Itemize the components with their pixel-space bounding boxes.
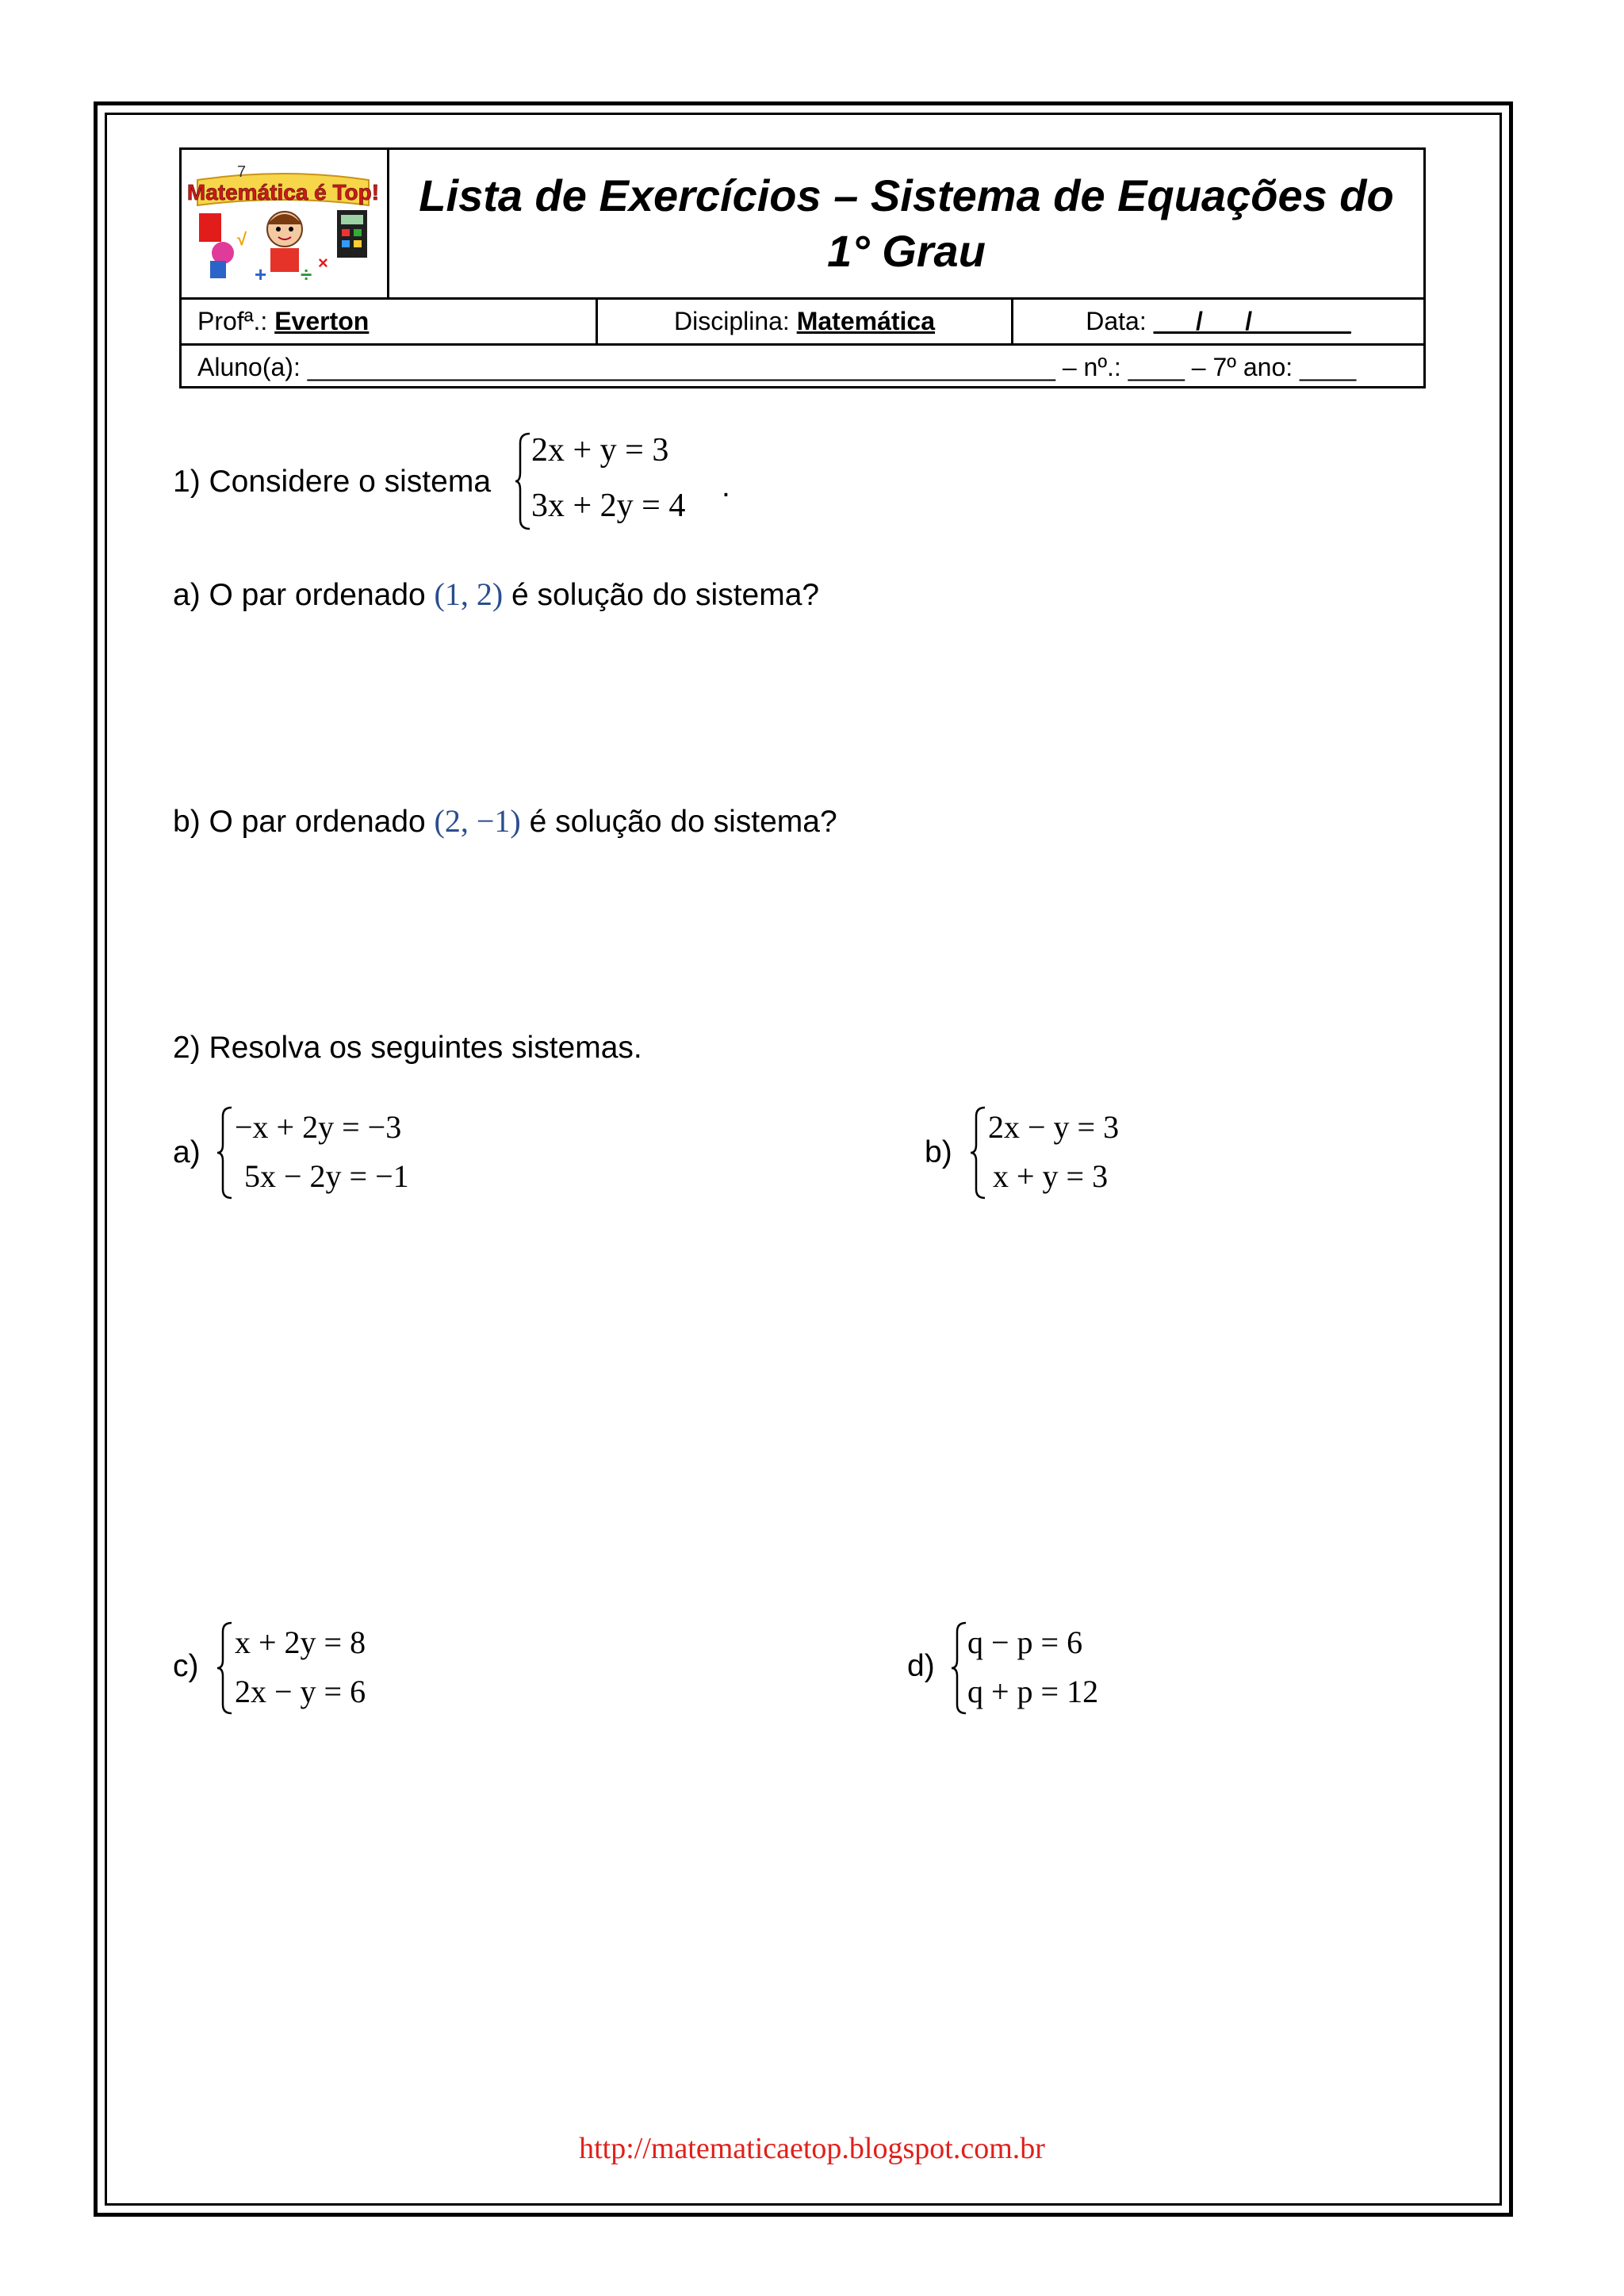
header-table (179, 147, 1426, 388)
q2c-brace (216, 1621, 235, 1716)
q2b-label: b) (925, 1135, 952, 1169)
date-cell (1013, 300, 1423, 343)
q2a-equation-2: 5x − 2y = −1 (244, 1158, 409, 1194)
svg-text:Matemática é Top!: Matemática é Top! (186, 180, 380, 205)
q1a-prefix: a) O par ordenado (173, 578, 426, 612)
q2d-equation-2: q + p = 12 (967, 1674, 1099, 1709)
q2c-equation-2: 2x − y = 6 (235, 1674, 366, 1709)
teacher-cell (182, 300, 598, 343)
q2a-brace (216, 1105, 235, 1200)
header-row-student (182, 343, 1423, 388)
q1b-prefix: b) O par ordenado (173, 805, 426, 839)
subject-cell (598, 300, 1013, 343)
footer-url[interactable]: http://matematicaetop.blogspot.com.br (579, 2132, 1045, 2165)
q1b-pair: (2, −1) (434, 803, 521, 839)
q2a-label: a) (173, 1135, 201, 1169)
date-label: Data: (1086, 307, 1147, 335)
q2d-label: d) (907, 1649, 935, 1683)
teacher-label: Profª.: (197, 307, 268, 335)
q1b-suffix: é solução do sistema? (529, 805, 837, 839)
q2d-brace (950, 1621, 969, 1716)
q2d-equation-1: q − p = 6 (967, 1624, 1083, 1660)
svg-text:√: √ (237, 229, 247, 249)
q2b-brace (969, 1105, 988, 1200)
q2c-equation-1: x + 2y = 8 (235, 1624, 366, 1660)
q2b-equation-2: x + y = 3 (993, 1158, 1109, 1194)
worksheet-title: Lista de Exercícios – Sistema de Equações do 1° Grau (419, 170, 1394, 276)
q2b-equation-1: 2x − y = 3 (988, 1109, 1120, 1145)
subject-value: Matemática (796, 307, 935, 335)
date-blank: ___/___/_______ (1153, 307, 1351, 335)
q1-period: . (722, 469, 730, 503)
header-row-info (182, 297, 1423, 343)
subject-label: Disciplina: (673, 307, 790, 335)
q1-equation-1: 2x + y = 3 (531, 432, 669, 469)
q2-intro: 2) Resolva os seguintes sistemas. (173, 1031, 642, 1065)
q1b-line (173, 802, 837, 840)
q1a-pair: (1, 2) (434, 576, 504, 612)
q1-brace (514, 431, 533, 531)
q1-intro: 1) Considere o sistema (173, 465, 492, 499)
svg-text:÷: ÷ (301, 262, 312, 286)
teacher-name: Everton (274, 307, 370, 335)
q1-equation-2: 3x + 2y = 4 (531, 488, 686, 524)
q2c-label: c) (173, 1649, 199, 1683)
title-cell (389, 150, 1423, 297)
q1a-line (173, 576, 819, 613)
svg-text:7: 7 (237, 163, 247, 181)
svg-text:+: + (255, 262, 267, 286)
svg-text:×: × (318, 253, 328, 273)
q1a-suffix: é solução do sistema? (511, 578, 820, 612)
logo-cell (182, 150, 389, 297)
logo-image (182, 150, 385, 293)
q2a-equation-1: −x + 2y = −3 (235, 1109, 402, 1145)
student-line: Aluno(a): _____________________________________________________ – nº.: ____ – 7º ano: ____ (197, 352, 1357, 381)
